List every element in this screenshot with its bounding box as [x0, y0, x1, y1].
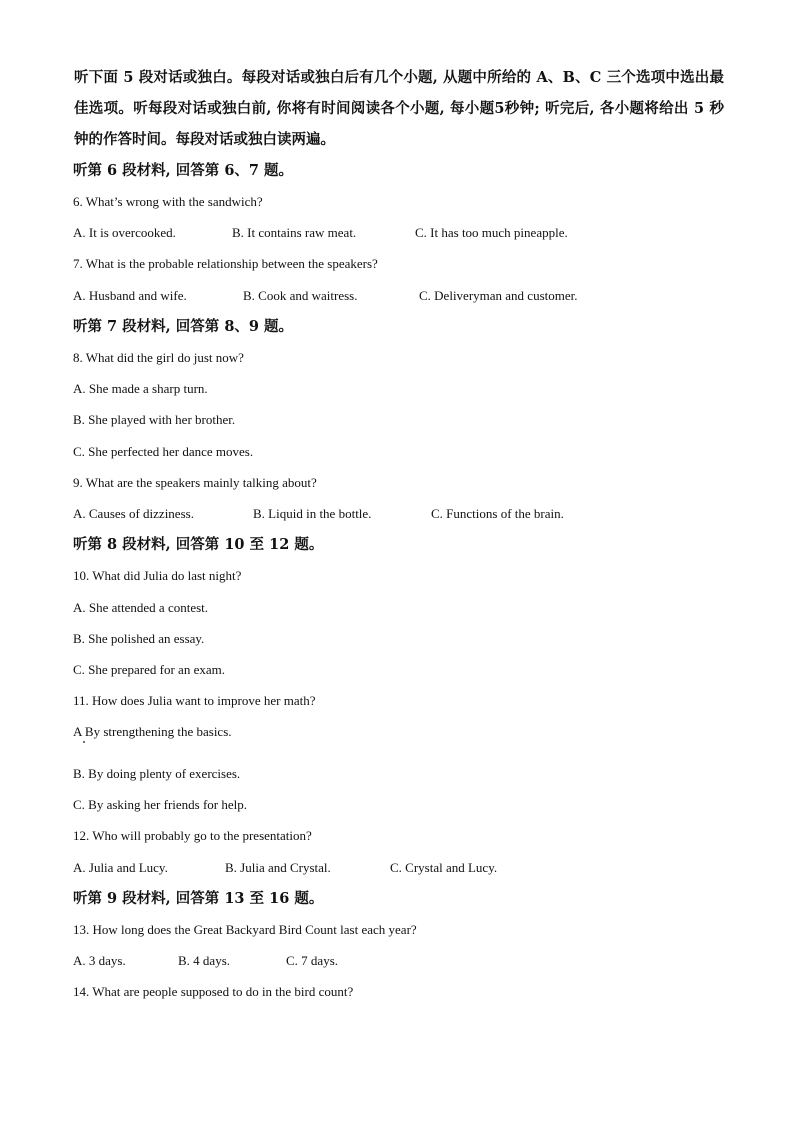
section-heading-9: 听第 9 段材料, 回答第 13 至 16 题。 — [73, 890, 324, 907]
question-11-stem: 11. How does Julia want to improve her math? — [73, 693, 316, 708]
stray-dot-mark — [83, 741, 85, 743]
question-7-options — [73, 288, 713, 304]
question-13-option-c: C. 7 days. — [286, 953, 338, 968]
question-6-options — [73, 225, 713, 241]
question-10-option-a: A. She attended a contest. — [73, 600, 209, 615]
question-12-option-b: B. Julia and Crystal. — [225, 860, 331, 875]
instructions-paragraph: 听下面 5 段对话或独白。每段对话或独白后有几个小题, 从题中所给的 A、B、C 三个选项中选出最佳选项。听每段对话或独白前, 你将有时间阅读各个小题, 每小题5秒钟; 听完后, 各小题将给出 5 秒钟的作答时间。每段对话或独白读两遍。 — [74, 69, 724, 148]
question-6-option-b: B. It contains raw meat. — [232, 225, 357, 240]
section-heading-8: 听第 8 段材料, 回答第 10 至 12 题。 — [73, 536, 324, 553]
question-7-option-a: A. Husband and wife. — [73, 288, 187, 303]
question-13-option-a: A. 3 days. — [73, 953, 126, 968]
question-9-options — [73, 506, 713, 522]
question-9-option-a: A. Causes of dizziness. — [73, 506, 194, 521]
question-11-option-a: A By strengthening the basics. — [73, 724, 232, 739]
section-heading-7: 听第 7 段材料, 回答第 8、9 题。 — [73, 318, 294, 335]
section-heading-6: 听第 6 段材料, 回答第 6、7 题。 — [73, 162, 294, 179]
question-6-option-c: C. It has too much pineapple. — [415, 225, 568, 240]
question-9-stem: 9. What are the speakers mainly talking about? — [73, 475, 317, 490]
question-11-option-c: C. By asking her friends for help. — [73, 797, 248, 812]
question-8-option-c: C. She perfected her dance moves. — [73, 444, 254, 459]
question-13-stem: 13. How long does the Great Backyard Bird Count last each year? — [73, 922, 417, 937]
question-12-options — [73, 860, 713, 876]
question-11-option-b: B. By doing plenty of exercises. — [73, 766, 241, 781]
question-6-option-a: A. It is overcooked. — [73, 225, 176, 240]
question-9-option-b: B. Liquid in the bottle. — [253, 506, 372, 521]
question-7-option-b: B. Cook and waitress. — [243, 288, 358, 303]
question-8-option-b: B. She played with her brother. — [73, 412, 236, 427]
question-12-option-a: A. Julia and Lucy. — [73, 860, 168, 875]
question-14-stem: 14. What are people supposed to do in the bird count? — [73, 984, 354, 999]
question-7-stem: 7. What is the probable relationship between the speakers? — [73, 256, 378, 271]
question-10-stem: 10. What did Julia do last night? — [73, 568, 242, 583]
question-10-option-b: B. She polished an essay. — [73, 631, 205, 646]
question-13-option-b: B. 4 days. — [178, 953, 230, 968]
question-12-option-c: C. Crystal and Lucy. — [390, 860, 498, 875]
question-8-stem: 8. What did the girl do just now? — [73, 350, 244, 365]
question-10-option-c: C. She prepared for an exam. — [73, 662, 225, 677]
question-9-option-c: C. Functions of the brain. — [431, 506, 564, 521]
question-8-option-a: A. She made a sharp turn. — [73, 381, 208, 396]
question-12-stem: 12. Who will probably go to the presentation? — [73, 828, 312, 843]
question-6-stem: 6. What’s wrong with the sandwich? — [73, 194, 263, 209]
question-7-option-c: C. Deliveryman and customer. — [419, 288, 578, 303]
question-13-options — [73, 953, 713, 969]
